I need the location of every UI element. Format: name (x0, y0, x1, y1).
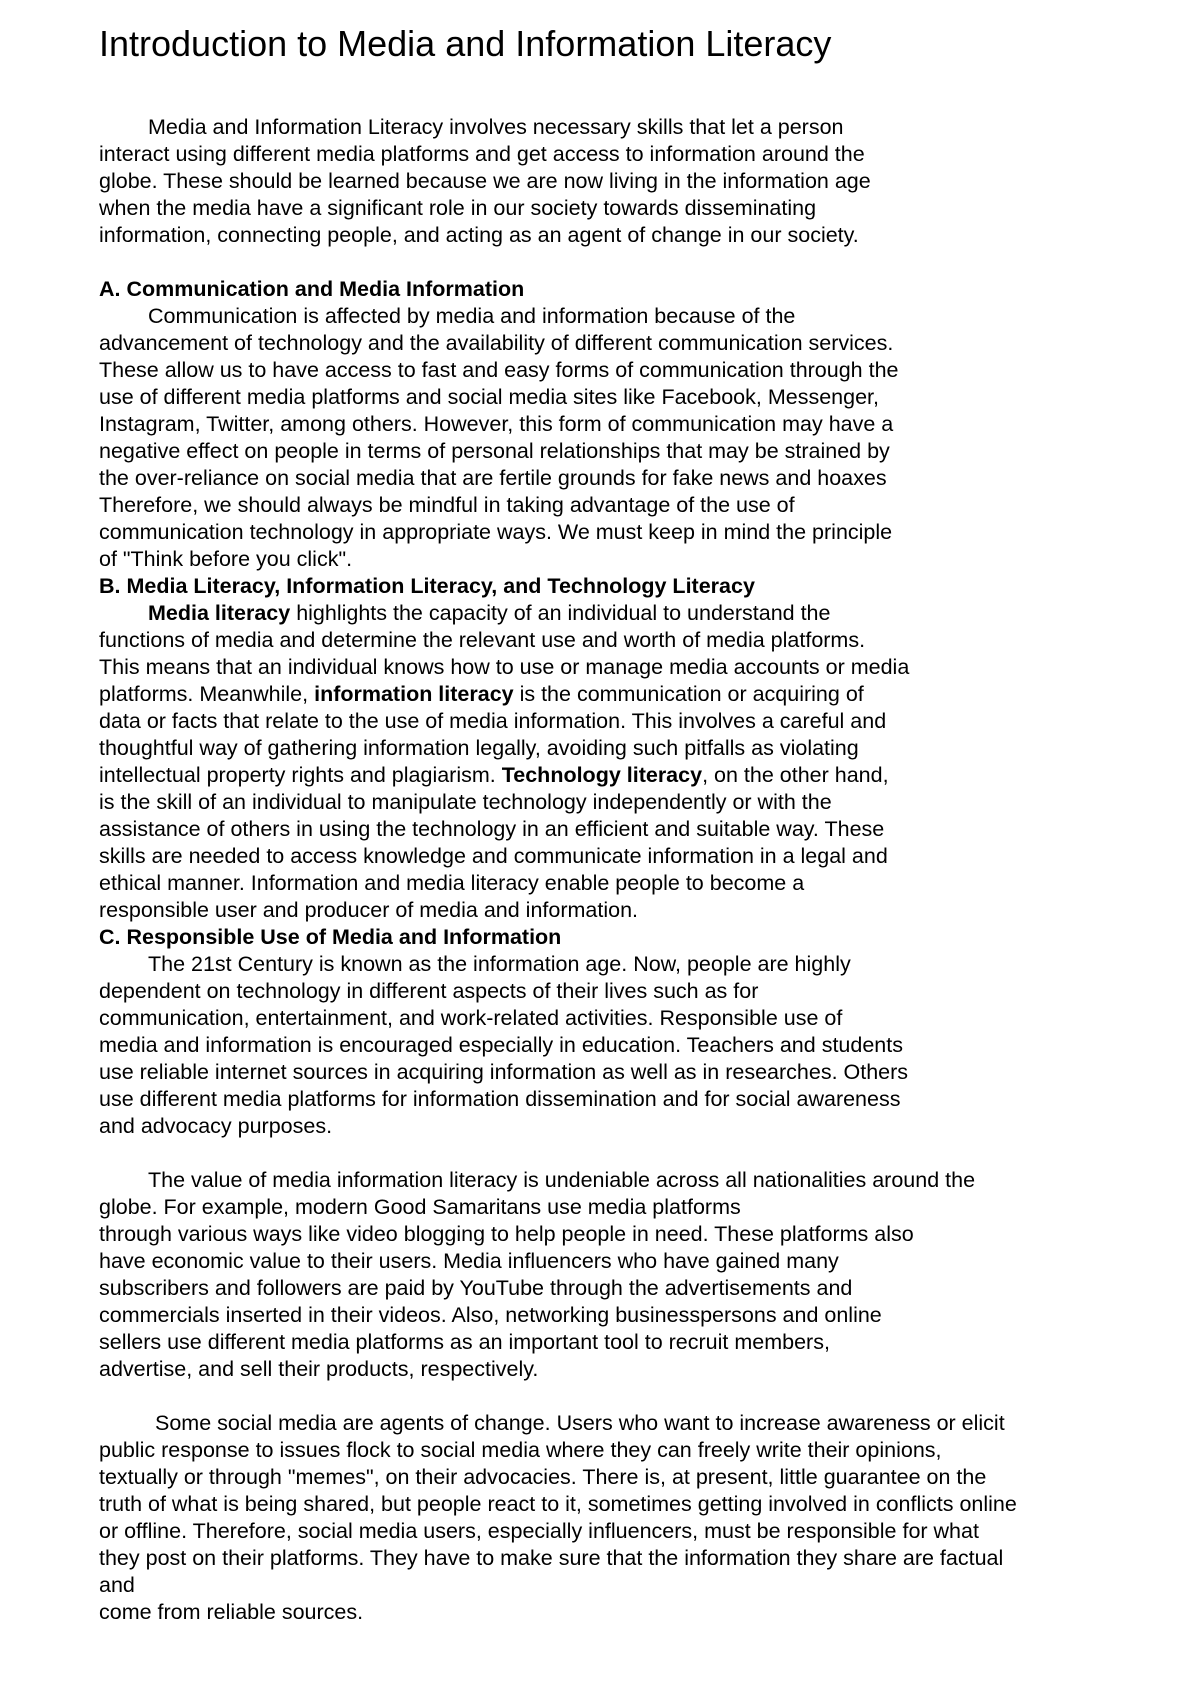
text-span: highlights the capacity of an individual to understand the (290, 601, 831, 625)
text-line: of "Think before you click". (99, 547, 353, 571)
section-heading: A. Communication and Media Information (99, 277, 525, 301)
paragraph-gap (99, 1383, 1109, 1410)
text-line: This means that an individual knows how to use or manage media accounts or media (99, 655, 910, 679)
document-title: Introduction to Media and Information Literacy (99, 23, 832, 64)
text-line: dependent on technology in different aspects of their lives such as for (99, 979, 759, 1003)
text-line (99, 600, 1109, 627)
text-line: sellers use different media platforms as an important tool to recruit members, (99, 1330, 830, 1354)
text-line: globe. These should be learned because we are now living in the information age (99, 169, 871, 193)
text-line: data or facts that relate to the use of media information. This involves a careful and (99, 709, 887, 733)
text-line: The value of media information literacy is undeniable across all nationalities around the (148, 1168, 976, 1192)
text-line: The 21st Century is known as the information age. Now, people are highly (148, 952, 851, 976)
text-line: assistance of others in using the technology in an efficient and suitable way. These (99, 817, 885, 841)
text-line (99, 762, 1109, 789)
text-line: and advocacy purposes. (99, 1114, 333, 1138)
term-media-literacy: Media literacy (148, 601, 291, 625)
text-line: ethical manner. Information and media literacy enable people to become a (99, 871, 805, 895)
section-c (99, 924, 1109, 1140)
section-a (99, 249, 1109, 573)
text-line: is the skill of an individual to manipulate technology independently or with the (99, 790, 832, 814)
text-span: intellectual property rights and plagiarism. (99, 763, 502, 787)
text-line: and (99, 1573, 135, 1597)
text-line: negative effect on people in terms of personal relationships that may be strained by (99, 439, 890, 463)
text-line: Media and Information Literacy involves necessary skills that let a person (148, 115, 844, 139)
text-line: These allow us to have access to fast and easy forms of communication through the (99, 358, 899, 382)
paragraph-change (99, 1383, 1109, 1626)
section-b (99, 573, 1109, 924)
text-line: public response to issues flock to social media where they can freely write their opinions, (99, 1438, 942, 1462)
text-line: commercials inserted in their videos. Also, networking businesspersons and online (99, 1303, 882, 1327)
document-body (99, 18, 1109, 1626)
text-line: advancement of technology and the availability of different communication services. (99, 331, 894, 355)
text-line: subscribers and followers are paid by YouTube through the advertisements and (99, 1276, 853, 1300)
text-line: the over-reliance on social media that are fertile grounds for fake news and hoaxes (99, 466, 887, 490)
text-line: or offline. Therefore, social media users, especially influencers, must be responsible for what (99, 1519, 979, 1543)
text-line: use of different media platforms and social media sites like Facebook, Messenger, (99, 385, 879, 409)
text-line: they post on their platforms. They have to make sure that the information they share are factual (99, 1546, 1004, 1570)
term-information-literacy: information literacy (314, 682, 514, 706)
text-line: media and information is encouraged especially in education. Teachers and students (99, 1033, 903, 1057)
text-span: , on the other hand, (702, 763, 889, 787)
text-line: thoughtful way of gathering information legally, avoiding such pitfalls as violating (99, 736, 859, 760)
text-line: have economic value to their users. Media influencers who have gained many (99, 1249, 839, 1273)
text-span: is the communication or acquiring of (513, 682, 864, 706)
text-line: advertise, and sell their products, respectively. (99, 1357, 539, 1381)
text-line: skills are needed to access knowledge and communicate information in a legal and (99, 844, 888, 868)
text-line: come from reliable sources. (99, 1600, 364, 1624)
paragraph-value (99, 1140, 1109, 1383)
text-line: information, connecting people, and acting as an agent of change in our society. (99, 223, 859, 247)
intro-paragraph (99, 114, 1109, 249)
text-line: Some social media are agents of change. Users who want to increase awareness or elicit (155, 1411, 1005, 1435)
text-line: communication technology in appropriate ways. We must keep in mind the principle (99, 520, 893, 544)
text-line: textually or through "memes", on their advocacies. There is, at present, little guarantee on the (99, 1465, 987, 1489)
text-line: globe. For example, modern Good Samaritans use media platforms (99, 1195, 741, 1219)
text-line: interact using different media platforms and get access to information around the (99, 142, 865, 166)
paragraph-gap (99, 249, 1109, 276)
text-line: truth of what is being shared, but people react to it, sometimes getting involved in conflicts online (99, 1492, 1017, 1516)
text-line: use different media platforms for information dissemination and for social awareness (99, 1087, 901, 1111)
text-line: Communication is affected by media and information because of the (148, 304, 796, 328)
text-line: through various ways like video blogging to help people in need. These platforms also (99, 1222, 914, 1246)
text-line: responsible user and producer of media and information. (99, 898, 639, 922)
text-line: when the media have a significant role in our society towards disseminating (99, 196, 817, 220)
section-heading: C. Responsible Use of Media and Information (99, 925, 562, 949)
text-line: functions of media and determine the relevant use and worth of media platforms. (99, 628, 866, 652)
paragraph-gap (99, 1140, 1109, 1167)
section-heading: B. Media Literacy, Information Literacy, and Technology Literacy (99, 574, 755, 598)
term-technology-literacy: Technology literacy (501, 763, 703, 787)
text-line: Instagram, Twitter, among others. However, this form of communication may have a (99, 412, 894, 436)
text-line: Therefore, we should always be mindful in taking advantage of the use of (99, 493, 795, 517)
text-line (99, 681, 1109, 708)
text-span: platforms. Meanwhile, (99, 682, 315, 706)
text-line: use reliable internet sources in acquiring information as well as in researches. Others (99, 1060, 909, 1084)
text-line: communication, entertainment, and work-related activities. Responsible use of (99, 1006, 843, 1030)
